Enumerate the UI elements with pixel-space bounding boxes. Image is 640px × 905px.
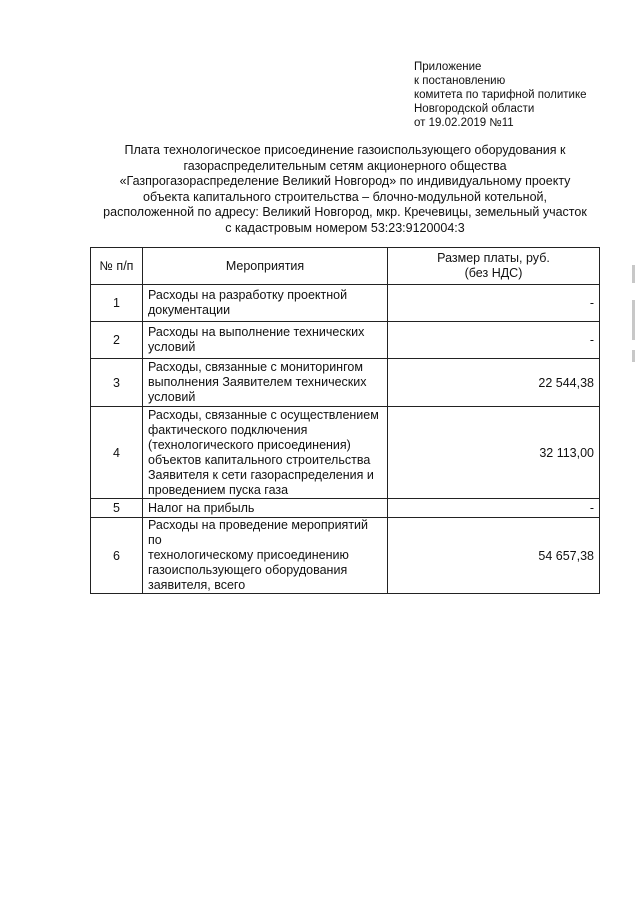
- activity-line: объектов капитального строительства: [148, 452, 371, 467]
- table-row: [91, 518, 600, 594]
- activity-line: выполнения Заявителем технических: [148, 375, 367, 389]
- row-num: 5: [91, 499, 143, 518]
- table-row: [91, 499, 600, 518]
- activity-line: фактического подключения: [148, 422, 308, 437]
- activity-line: Заявителя к сети газораспределения и: [148, 467, 374, 482]
- activity-line: документации: [148, 303, 231, 317]
- row-num: 1: [91, 285, 143, 322]
- row-activity: [143, 359, 388, 407]
- title-line: Плата технологическое присоединение газоиспользующего оборудования к: [124, 143, 566, 157]
- title-line: объекта капитального строительства – блочно-модульной котельной,: [143, 189, 547, 204]
- activity-line: условий: [148, 390, 196, 404]
- row-amount: 22 544,38: [388, 359, 600, 407]
- activity-line: проведением пуска газа: [148, 482, 289, 497]
- row-num: 2: [91, 322, 143, 359]
- row-activity: [143, 322, 388, 359]
- row-num: 6: [91, 518, 143, 594]
- scan-edge-mark: [632, 350, 635, 362]
- activity-line: Расходы, связанные с осуществлением: [148, 407, 379, 422]
- row-activity: [143, 285, 388, 322]
- activity-line: газоиспользующего оборудования: [148, 563, 348, 577]
- activity-line: условий: [148, 340, 196, 354]
- table-row: [91, 407, 600, 499]
- header-amount-line: (без НДС): [464, 266, 523, 280]
- header-activity: Мероприятия: [143, 248, 388, 285]
- appendix-line: Новгородской области: [414, 103, 535, 115]
- title-line: газораспределительным сетям акционерного общества: [183, 158, 507, 173]
- activity-line: Налог на прибыль: [148, 500, 255, 515]
- row-activity: [143, 407, 388, 499]
- table-row: [91, 285, 600, 322]
- document-title: [80, 143, 610, 236]
- activity-line: Расходы, связанные с мониторингом: [148, 360, 363, 374]
- activity-line: заявителя, всего: [148, 578, 246, 592]
- activity-line: Расходы на разработку проектной: [148, 288, 348, 302]
- appendix-line: к постановлению: [414, 75, 506, 87]
- title-line: «Газпрогазораспределение Великий Новгород» по индивидуальному проекту: [119, 174, 571, 188]
- scan-edge-mark: [632, 300, 635, 340]
- row-amount: -: [388, 285, 600, 322]
- table-row: [91, 359, 600, 407]
- activity-line: Расходы на проведение мероприятий по: [148, 518, 369, 547]
- appendix-line: Приложение: [414, 61, 482, 73]
- fees-table: [90, 247, 600, 594]
- table-header-row: [91, 248, 600, 285]
- row-num: 3: [91, 359, 143, 407]
- header-num: № п/п: [91, 248, 143, 285]
- appendix-line: от 19.02.2019 №11: [414, 117, 514, 129]
- appendix-line: комитета по тарифной политике: [414, 89, 587, 101]
- activity-line: (технологического присоединения): [148, 437, 351, 452]
- activity-line: технологическому присоединению: [148, 548, 349, 562]
- title-line: с кадастровым номером 53:23:9120004:3: [225, 220, 465, 235]
- scan-edge-mark: [632, 265, 635, 283]
- row-amount: -: [388, 322, 600, 359]
- row-amount: -: [388, 499, 600, 518]
- row-amount: 32 113,00: [388, 407, 600, 499]
- appendix-note: [414, 60, 587, 130]
- table-row: [91, 322, 600, 359]
- header-amount-line: Размер платы, руб.: [437, 251, 550, 265]
- header-amount: [388, 248, 600, 285]
- row-amount: 54 657,38: [388, 518, 600, 594]
- row-activity: [143, 499, 388, 518]
- row-num: 4: [91, 407, 143, 499]
- title-line: расположенной по адресу: Великий Новгород, мкр. Кречевицы, земельный участок: [103, 205, 587, 219]
- activity-line: Расходы на выполнение технических: [148, 325, 365, 339]
- row-activity: [143, 518, 388, 594]
